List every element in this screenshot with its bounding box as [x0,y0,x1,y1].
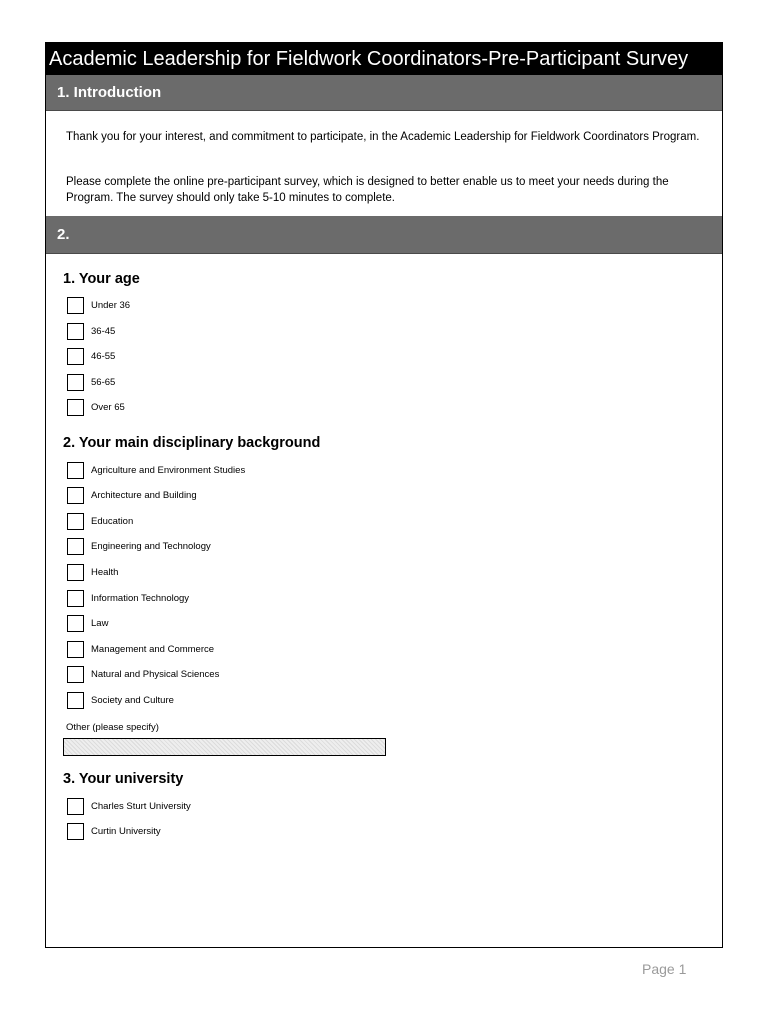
discipline-option[interactable] [67,664,219,684]
option-label: Society and Culture [91,694,174,706]
discipline-option[interactable] [67,485,197,505]
option-label: Over 65 [91,401,125,413]
age-checkbox[interactable] [67,399,84,416]
option-label: Natural and Physical Sciences [91,668,220,680]
discipline-option[interactable] [67,588,189,608]
option-label: Management and Commerce [91,643,215,655]
option-label: Charles Sturt University [91,800,191,812]
age-checkbox[interactable] [67,323,84,340]
discipline-option[interactable] [67,536,211,556]
option-label: Health [91,566,119,578]
discipline-checkbox[interactable] [67,615,84,632]
discipline-option[interactable] [67,613,108,633]
section-header-2: 2. [46,216,722,254]
option-label: Agriculture and Environment Studies [91,464,246,476]
university-option[interactable] [67,821,161,841]
option-label: Curtin University [91,825,161,837]
discipline-checkbox[interactable] [67,487,84,504]
university-option[interactable] [67,796,191,816]
page-number: Page 1 [642,961,687,977]
survey-page-frame [45,42,723,948]
discipline-checkbox[interactable] [67,538,84,555]
discipline-checkbox[interactable] [67,692,84,709]
discipline-option[interactable] [67,511,133,531]
discipline-checkbox[interactable] [67,590,84,607]
question-discipline-title: 2. Your main disciplinary background [63,435,321,451]
age-option[interactable] [67,321,115,341]
age-checkbox[interactable] [67,297,84,314]
age-option[interactable] [67,372,115,392]
discipline-checkbox[interactable] [67,564,84,581]
other-specify-input[interactable] [63,738,386,756]
question-university-title: 3. Your university [63,771,184,787]
option-label: 36-45 [91,325,116,337]
intro-paragraph-2: Please complete the online pre-participant survey, which is designed to better enable us to meet your needs during the Program. The survey should only take 5-10 minutes to complete. [66,176,669,204]
discipline-checkbox[interactable] [67,513,84,530]
discipline-option[interactable] [67,639,214,659]
age-checkbox[interactable] [67,374,84,391]
discipline-option[interactable] [67,562,118,582]
discipline-option[interactable] [67,690,174,710]
other-specify-label: Other (please specify) [66,722,159,733]
option-label: Education [91,515,134,527]
survey-title: Academic Leadership for Fieldwork Coordinators-Pre-Participant Survey [46,43,722,75]
university-checkbox[interactable] [67,798,84,815]
age-option[interactable] [67,397,125,417]
section-header-introduction: 1. Introduction [46,75,722,111]
option-label: Architecture and Building [91,489,197,501]
age-option[interactable] [67,295,130,315]
option-label: 46-55 [91,350,116,362]
discipline-checkbox[interactable] [67,641,84,658]
age-option[interactable] [67,346,115,366]
option-label: Information Technology [91,592,190,604]
intro-paragraph-1: Thank you for your interest, and commitment to participate, in the Academic Leadership for Fieldwork Coordinators Program. [66,131,700,143]
discipline-checkbox[interactable] [67,462,84,479]
university-checkbox[interactable] [67,823,84,840]
discipline-option[interactable] [67,460,245,480]
option-label: 56-65 [91,376,116,388]
age-checkbox[interactable] [67,348,84,365]
option-label: Under 36 [91,299,131,311]
option-label: Law [91,617,109,629]
option-label: Engineering and Technology [91,540,211,552]
discipline-checkbox[interactable] [67,666,84,683]
question-age-title: 1. Your age [63,271,140,287]
